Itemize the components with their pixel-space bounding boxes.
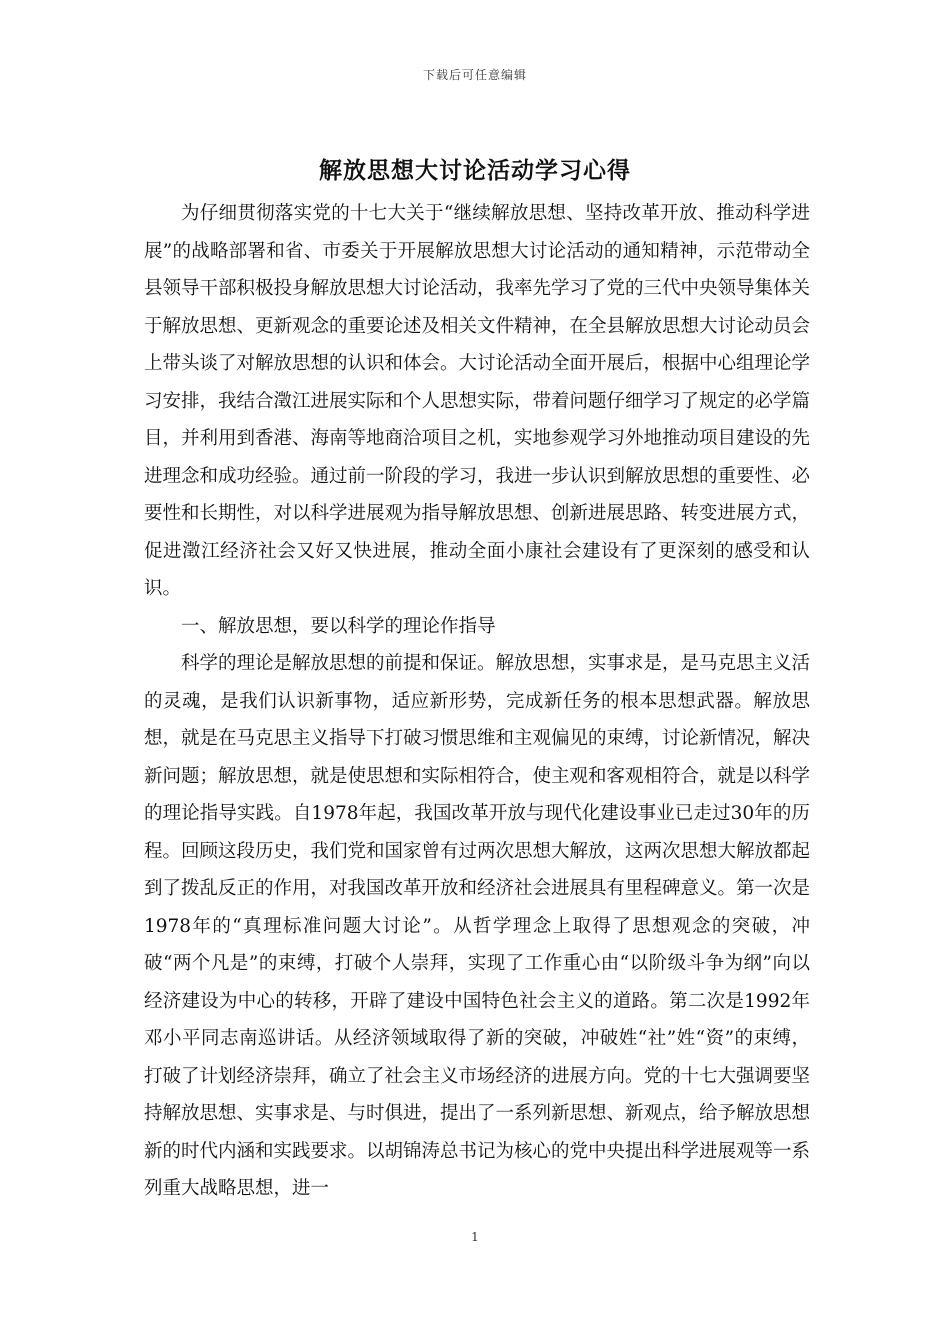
page-number: 1	[471, 1230, 479, 1244]
document-title: 解放思想大讨论活动学习心得	[319, 157, 631, 184]
paragraph-section-1: 科学的理论是解放思想的前提和保证。解放思想，实事求是，是马克思主义活的灵魂，是我们认识新事物，适应新形势，完成新任务的根本思想武器。解放思想，就是在马克思主义指导下打破习惯思维和主观偏见的束缚，讨论新情况，解决新问题；解放思想，就是使思想和实际相符合，使主观和客观相符合，就是以科学的理论指导实践。自1978年起，我国改革开放与现代化建设事业已走过30年的历程。回顾这段历史，我们党和国家曾有过两次思想大解放，这两次思想大解放都起到了拨乱反正的作用，对我国改革开放和经济社会进展具有里程碑意义。第一次是1978年的“真理标准问题大讨论”。从哲学理念上取得了思想观念的突破，冲破“两个凡是”的束缚，打破个人崇拜，实现了工作重心由“以阶级斗争为纲”向以经济建设为中心的转移，开辟了建设中国特色社会主义的道路。第二次是1992年邓小平同志南巡讲话。从经济领域取得了新的突破，冲破姓“社”姓“资”的束缚，打破了计划经济崇拜，确立了社会主义市场经济的进展方向。党的十七大强调要坚持解放思想、实事求是、与时俱进，提出了一系列新思想、新观点，给予解放思想新的时代内涵和实践要求。以胡锦涛总书记为核心的党中央提出科学进展观等一系列重大战略思想，进一	[144, 653, 811, 1199]
paragraph-intro: 为仔细贯彻落实党的十七大关于“继续解放思想、坚持改革开放、推动科学进展”的战略部署和省、市委关于开展解放思想大讨论活动的通知精神，示范带动全县领导干部积极投身解放思想大讨论活动，我率先学习了党的三代中央领导集体关于解放思想、更新观念的重要论述及相关文件精神，在全县解放思想大讨论动员会上带头谈了对解放思想的认识和体会。大讨论活动全面开展后，根据中心组理论学习安排，我结合澂江进展实际和个人思想实际，带着问题仔细学习了规定的必学篇目，并利用到香港、海南等地商洽项目之机，实地参观学习外地推动项目建设的先进理念和成功经验。通过前一阶段的学习，我进一步认识到解放思想的重要性、必要性和长期性，对以科学进展观为指导解放思想、创新进展思路、转变进展方式，促进澂江经济社会又好又快进展，推动全面小康社会建设有了更深刻的感受和认识。	[144, 203, 811, 599]
section-heading-1: 一、解放思想，要以科学的理论作指导	[181, 615, 496, 637]
document-body	[144, 195, 810, 1208]
header-note: 下载后可任意编辑	[422, 68, 527, 82]
